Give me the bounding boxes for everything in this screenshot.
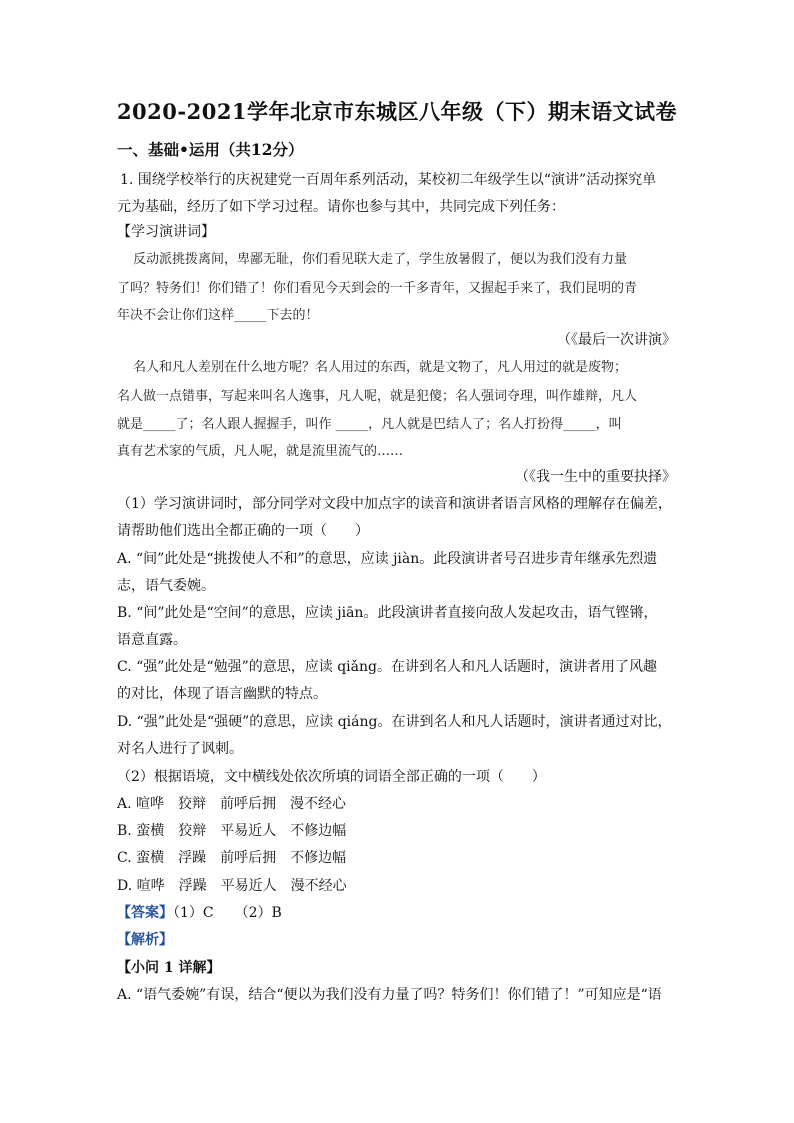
option-d: 对名人进行了讽刺。 [117,741,243,757]
option-a: 志，语气委婉。 [117,578,215,594]
option-a: A. 喧哗 狡辩 前呼后拥 漫不经心 [117,796,347,812]
answer-tag: 【答案】 [117,905,173,921]
question-intro: 元为基础，经历了如下学习过程。请你也参与其中，共同完成下列任务： [117,199,565,215]
option-d: D. 喧哗 浮躁 平易近人 漫不经心 [117,878,347,894]
page-title: 2020-2021学年北京市东城区八年级（下）期末语文试卷 [116,99,678,124]
option-c: C. “强”此处是“勉强”的意思，应读 qiǎng。在讲到名人和凡人话题时，演讲者用了风趣 [117,659,657,675]
excerpt-line: 就是_____了；名人跟人握握手，叫作 _____，凡人就是巴结人了；名人打扮得_____，叫 [117,417,622,432]
sub-question: （1）学习演讲词时，部分同学对文段中加点字的读音和演讲者语言风格的理解存在偏差， [117,496,672,512]
option-b: B. “间”此处是“空间”的意思，应读 jiān。此段演讲者直接向敌人发起攻击，语气铿锵， [117,605,658,621]
detail-text: A. “语气委婉”有误，结合“便以为我们没有力量了吗？特务们！你们错了！”可知应是“语 [117,987,662,1003]
analysis-tag: 【解析】 [117,932,173,948]
excerpt-line: 真有艺术家的气质，凡人呢，就是流里流气的…… [117,444,404,459]
answer-text: （1）C （2）B [173,905,282,921]
question-intro: 1. 围绕学校举行的庆祝建党一百周年系列活动，某校初二年级学生以“演讲”活动探究单 [120,172,657,188]
option-b: 语意直露。 [117,632,187,648]
sub-question: （2）根据语境，文中横线处依次所填的词语全部正确的一项（ ） [117,769,546,785]
option-d: D. “强”此处是“强硬”的意思，应读 qiáng。在讲到名人和凡人话题时，演讲者通过对比， [117,714,672,730]
option-a: A. “间”此处是“挑拨使人不和”的意思，应读 jiàn。此段演讲者号召进步青年继承先烈遗 [117,551,658,567]
excerpt-source: （《最后一次讲演》 [557,332,676,348]
excerpt-line: 名人做一点错事，写起来叫名人逸事，凡人呢，就是犯傻；名人强词夺理，叫作雄辩，凡人 [117,389,638,404]
option-c: 的对比，体现了语言幽默的特点。 [117,686,327,702]
excerpt-source: （《我一生中的重要抉择》 [515,469,676,485]
option-c: C. 蛮横 浮躁 前呼后拥 不修边幅 [117,850,347,866]
excerpt-line: 年决不会让你们这样_____下去的！ [117,308,319,323]
excerpt-line: 了吗？特务们！你们错了！你们看见今天到会的一千多青年，又握起手来了，我们昆明的青 [117,281,638,296]
excerpt-line: 反动派挑拨离间，卑鄙无耻，你们看见联大走了，学生放暑假了，便以为我们没有力量 [133,252,628,267]
excerpt-line: 名人和凡人差别在什么地方呢？名人用过的东西，就是文物了，凡人用过的就是废物； [133,360,628,375]
block-label: 【学习演讲词】 [117,224,215,240]
section-heading: 一、基础•运用（共12分） [117,140,304,159]
sub-question: 请帮助他们选出全都正确的一项（ ） [117,523,369,539]
option-b: B. 蛮横 狡辩 平易近人 不修边幅 [117,823,347,839]
detail-tag: 【小问 1 详解】 [117,960,221,976]
answer-line [117,903,677,923]
